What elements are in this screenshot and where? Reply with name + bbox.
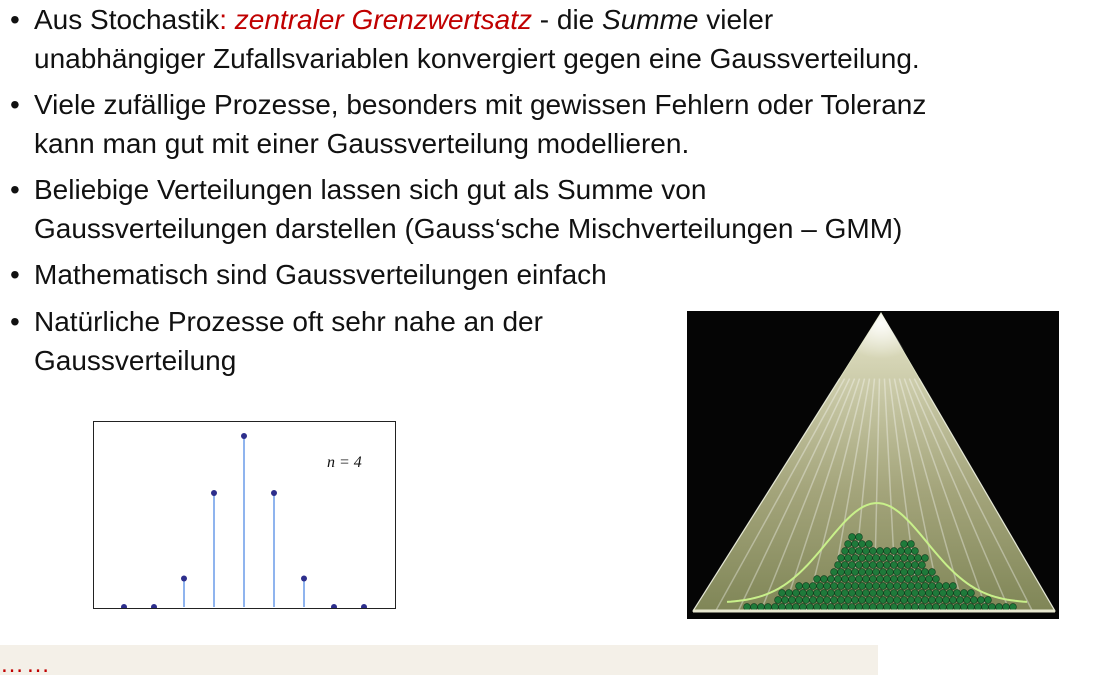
galton-ball — [803, 583, 810, 590]
galton-ball — [975, 604, 982, 611]
galton-ball — [891, 562, 898, 569]
highlight-clt: zentraler Grenzwertsatz — [234, 4, 532, 35]
galton-ball — [954, 590, 961, 597]
galton-ball — [831, 569, 838, 576]
galton-ball — [884, 590, 891, 597]
galton-ball — [810, 597, 817, 604]
galton-ball — [835, 590, 842, 597]
galton-ball — [947, 590, 954, 597]
galton-ball — [838, 555, 845, 562]
galton-ball — [863, 590, 870, 597]
galton-ball — [996, 604, 1003, 611]
plot-point — [121, 604, 127, 609]
galton-ball — [838, 597, 845, 604]
galton-ball — [877, 548, 884, 555]
galton-ball — [831, 583, 838, 590]
bullet-marker: • — [10, 89, 20, 120]
bullet-marker: • — [10, 306, 20, 337]
galton-ball — [915, 583, 922, 590]
galton-ball — [950, 597, 957, 604]
galton-ball — [898, 604, 905, 611]
galton-ball — [863, 548, 870, 555]
galton-ball — [877, 576, 884, 583]
galton-ball — [943, 583, 950, 590]
galton-ball — [870, 548, 877, 555]
plot-point — [241, 433, 247, 439]
galton-ball — [922, 583, 929, 590]
galton-ball — [989, 604, 996, 611]
galton-ball — [887, 569, 894, 576]
galton-ball — [891, 548, 898, 555]
bullet-2-line-1: Viele zufällige Prozesse, besonders mit gewissen Fehlern oder Toleranz — [34, 89, 927, 120]
galton-ball — [859, 555, 866, 562]
galton-ball — [758, 604, 765, 611]
galton-ball — [926, 604, 933, 611]
galton-ball — [961, 604, 968, 611]
bullet-marker: • — [10, 4, 20, 35]
galton-ball — [849, 548, 856, 555]
galton-ball — [842, 576, 849, 583]
galton-ball — [908, 583, 915, 590]
galton-ball — [870, 576, 877, 583]
galton-ball — [936, 597, 943, 604]
plot-point — [361, 604, 367, 609]
galton-ball — [954, 604, 961, 611]
plot-point — [151, 604, 157, 609]
galton-ball — [845, 541, 852, 548]
galton-ball — [919, 562, 926, 569]
galton-ball — [807, 604, 814, 611]
galton-ball — [961, 590, 968, 597]
galton-ball — [863, 562, 870, 569]
galton-ball — [908, 541, 915, 548]
galton-ball — [866, 583, 873, 590]
galton-ball — [887, 583, 894, 590]
galton-ball — [866, 555, 873, 562]
galton-ball — [929, 583, 936, 590]
galton-ball — [898, 590, 905, 597]
galton-ball — [877, 590, 884, 597]
bullet-1-line-1: Aus Stochastik: zentraler Grenzwertsatz - die Summe vieler — [34, 4, 774, 35]
galton-ball — [859, 569, 866, 576]
galton-ball — [926, 590, 933, 597]
galton-ball — [870, 604, 877, 611]
galton-ball — [884, 548, 891, 555]
galton-ball — [922, 569, 929, 576]
galton-ball — [901, 597, 908, 604]
galton-ball — [908, 597, 915, 604]
bullet-3-line-2: Gaussverteilungen darstellen (Gauss‘sche Mischverteilungen – GMM) — [34, 213, 903, 244]
galton-ball — [803, 597, 810, 604]
bullet-3-line-1: Beliebige Verteilungen lassen sich gut als Summe von — [34, 174, 707, 205]
galton-ball — [838, 583, 845, 590]
galton-ball — [796, 583, 803, 590]
galton-ball — [856, 562, 863, 569]
galton-ball — [782, 597, 789, 604]
galton-ball — [936, 583, 943, 590]
bullet-marker: • — [10, 174, 20, 205]
galton-ball — [866, 569, 873, 576]
galton-ball — [922, 555, 929, 562]
galton-ball — [831, 597, 838, 604]
galton-ball — [985, 597, 992, 604]
galton-ball — [908, 569, 915, 576]
galton-ball — [933, 576, 940, 583]
galton-ball — [835, 562, 842, 569]
galton-ball — [849, 590, 856, 597]
galton-ball — [901, 569, 908, 576]
galton-ball — [884, 576, 891, 583]
galton-ball — [852, 583, 859, 590]
galton-ball — [793, 590, 800, 597]
galton-ball — [870, 562, 877, 569]
galton-ball — [908, 555, 915, 562]
galton-ball — [887, 555, 894, 562]
galton-ball — [856, 590, 863, 597]
galton-ball — [856, 548, 863, 555]
galton-ball — [912, 604, 919, 611]
galton-ball — [926, 576, 933, 583]
galton-ball — [817, 597, 824, 604]
galton-ball — [940, 604, 947, 611]
galton-ball — [898, 562, 905, 569]
galton-ball — [919, 576, 926, 583]
galton-ball — [849, 576, 856, 583]
galton-ball — [922, 597, 929, 604]
galton-ball — [898, 548, 905, 555]
galton-ball — [971, 597, 978, 604]
galton-ball — [915, 597, 922, 604]
galton-ball — [968, 590, 975, 597]
bullet-marker: • — [10, 259, 20, 290]
galton-ball — [800, 590, 807, 597]
galton-ball — [810, 583, 817, 590]
galton-ball — [856, 534, 863, 541]
galton-ball — [824, 583, 831, 590]
galton-ball — [838, 569, 845, 576]
galton-ball — [884, 604, 891, 611]
galton-ball — [894, 555, 901, 562]
galton-ball — [849, 534, 856, 541]
galton-ball — [849, 604, 856, 611]
galton-ball — [898, 576, 905, 583]
plot-point — [331, 604, 337, 609]
galton-ball — [852, 597, 859, 604]
galton-ball — [915, 555, 922, 562]
galton-ball — [814, 590, 821, 597]
plot-point — [181, 576, 187, 582]
galton-ball — [901, 583, 908, 590]
galton-ball — [775, 597, 782, 604]
galton-ball — [905, 590, 912, 597]
galton-board-image — [687, 311, 1059, 619]
footer-bar — [0, 645, 878, 675]
galton-ball — [891, 604, 898, 611]
galton-ball — [821, 576, 828, 583]
galton-ball — [905, 576, 912, 583]
galton-ball — [845, 555, 852, 562]
galton-ball — [894, 583, 901, 590]
bullet-5-line-2: Gaussverteilung — [34, 345, 237, 376]
galton-ball — [891, 590, 898, 597]
galton-ball — [982, 604, 989, 611]
binomial-stem-plot — [93, 421, 396, 609]
galton-ball — [978, 597, 985, 604]
galton-ball — [873, 597, 880, 604]
galton-ball — [891, 576, 898, 583]
galton-ball — [859, 597, 866, 604]
galton-ball — [835, 576, 842, 583]
galton-ball — [912, 548, 919, 555]
galton-ball — [940, 590, 947, 597]
galton-ball — [873, 569, 880, 576]
galton-ball — [828, 590, 835, 597]
galton-ball — [786, 590, 793, 597]
galton-ball — [1010, 604, 1017, 611]
galton-ball — [751, 604, 758, 611]
galton-ball — [824, 597, 831, 604]
galton-ball — [814, 604, 821, 611]
bullet-5-line-1: Natürliche Prozesse oft sehr nahe an der — [34, 306, 543, 337]
galton-ball — [863, 604, 870, 611]
galton-ball — [880, 597, 887, 604]
galton-ball — [933, 604, 940, 611]
galton-ball — [968, 604, 975, 611]
galton-ball — [856, 604, 863, 611]
galton-ball — [796, 597, 803, 604]
plot-point — [211, 490, 217, 496]
galton-ball — [866, 541, 873, 548]
galton-ball — [845, 583, 852, 590]
galton-ball — [842, 562, 849, 569]
galton-ball — [817, 583, 824, 590]
galton-ball — [852, 555, 859, 562]
galton-ball — [919, 604, 926, 611]
galton-ball — [933, 590, 940, 597]
galton-ball — [880, 555, 887, 562]
galton-ball — [912, 576, 919, 583]
galton-ball — [800, 604, 807, 611]
galton-ball — [943, 597, 950, 604]
galton-ball — [877, 562, 884, 569]
galton-ball — [765, 604, 772, 611]
galton-ball — [901, 555, 908, 562]
galton-ball — [912, 562, 919, 569]
galton-ball — [964, 597, 971, 604]
plot-point — [301, 576, 307, 582]
galton-ball — [957, 597, 964, 604]
galton-ball — [859, 541, 866, 548]
galton-ball — [842, 590, 849, 597]
galton-ball — [779, 590, 786, 597]
galton-ball — [779, 604, 786, 611]
plot-point — [271, 490, 277, 496]
galton-ball — [873, 583, 880, 590]
bullet-1-line-2: unabhängiger Zufallsvariablen konvergiert gegen eine Gaussverteilung. — [34, 43, 920, 74]
galton-ball — [884, 562, 891, 569]
galton-ball — [828, 576, 835, 583]
galton-ball — [880, 583, 887, 590]
galton-ball — [950, 583, 957, 590]
galton-ball — [852, 541, 859, 548]
galton-ball — [905, 562, 912, 569]
galton-ball — [835, 604, 842, 611]
galton-ball — [793, 604, 800, 611]
galton-ball — [821, 590, 828, 597]
galton-ball — [894, 597, 901, 604]
galton-ball — [905, 548, 912, 555]
galton-ball — [870, 590, 877, 597]
galton-ball — [866, 597, 873, 604]
galton-ball — [789, 597, 796, 604]
galton-ball — [929, 569, 936, 576]
galton-ball — [821, 604, 828, 611]
galton-ball — [863, 576, 870, 583]
galton-ball — [772, 604, 779, 611]
galton-ball — [919, 590, 926, 597]
plot-n-label: n = 4 — [327, 454, 362, 471]
galton-ball — [744, 604, 751, 611]
galton-ball — [842, 604, 849, 611]
galton-ball — [786, 604, 793, 611]
bullet-4-line-1: Mathematisch sind Gaussverteilungen einfach — [34, 259, 607, 290]
galton-ball — [912, 590, 919, 597]
galton-ball — [828, 604, 835, 611]
galton-ball — [929, 597, 936, 604]
galton-ball — [814, 576, 821, 583]
galton-ball — [877, 604, 884, 611]
galton-ball — [887, 597, 894, 604]
galton-ball — [894, 569, 901, 576]
galton-ball — [849, 562, 856, 569]
galton-ball — [842, 548, 849, 555]
galton-ball — [807, 590, 814, 597]
galton-ball — [901, 541, 908, 548]
galton-ball — [1003, 604, 1010, 611]
galton-ball — [856, 576, 863, 583]
galton-ball — [845, 597, 852, 604]
galton-ball — [845, 569, 852, 576]
galton-ball — [915, 569, 922, 576]
galton-ball — [859, 583, 866, 590]
galton-ball — [905, 604, 912, 611]
galton-ball — [852, 569, 859, 576]
footer-ellipsis: …… — [0, 651, 52, 678]
galton-ball — [880, 569, 887, 576]
galton-ball — [947, 604, 954, 611]
bullet-2-line-2: kann man gut mit einer Gaussverteilung modellieren. — [34, 128, 690, 159]
galton-ball — [873, 555, 880, 562]
